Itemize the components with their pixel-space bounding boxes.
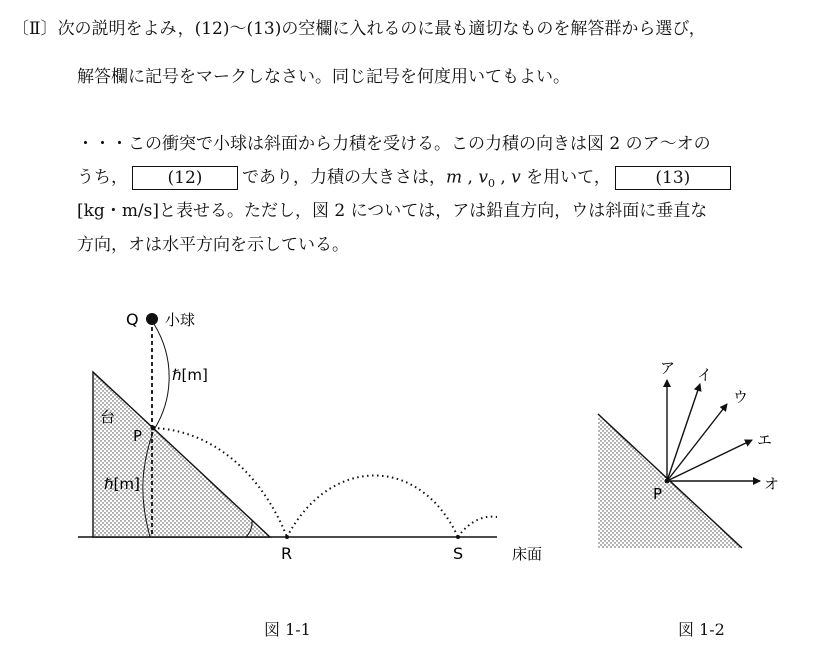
label-s: S [453,544,464,563]
label-point-p-2: P [653,485,663,503]
label-floor: 床面 [512,545,543,563]
body-text-1: ・・・この衝突で小球は斜面から力積を受ける。この力積の向きは図 2 のア〜オの [77,134,711,154]
point-p-marker-2 [665,479,670,484]
label-a: ア [660,359,676,377]
comma-1: , [462,167,479,188]
body-text-2-prefix: うち， [77,167,128,188]
label-ball: 小球 [165,311,196,329]
answer-blank-13: (13) [615,166,731,190]
label-i: イ [697,366,713,384]
label-height-top: ℏ[m] [172,366,208,384]
label-point-p: P [133,427,143,445]
body-text-2-suffix: を用いて， [520,167,611,188]
math-m: m [446,167,463,188]
label-r: R [281,544,293,563]
instruction-text-1: 次の説明をよみ，(12)〜(13)の空欄に入れるのに最も適切なものを解答群から選び， [57,19,706,39]
comma-2: , [494,167,512,188]
math-v: v [511,167,521,188]
label-stand: 台 [100,408,116,426]
section-label: 〔Ⅱ〕 [12,19,58,39]
label-o: オ [764,475,780,493]
arrow-i [667,384,700,481]
figure-1-2-caption: 図 1-2 [678,620,725,639]
math-v0: v [478,167,488,188]
arrow-e [667,440,752,481]
math-v0-subscript: 0 [487,176,495,190]
label-e: エ [757,431,773,449]
label-q: Q [126,310,139,329]
label-height-mid: ℏ[m] [104,475,140,493]
label-u: ウ [733,388,749,406]
answer-blank-12: (12) [132,166,238,190]
arrow-u [667,404,727,481]
body-text-3: [kg・m/s]と表せる。ただし，図 2 については，アは鉛直方向，ウは斜面に垂直な [77,201,708,221]
instruction-text-2: 解答欄に記号をマークしなさい。同じ記号を何度用いてもよい。 [77,67,570,87]
body-text-4: 方向，オは水平方向を示している。 [77,235,349,255]
figure-1-1-caption: 図 1-1 [264,620,311,639]
body-text-2-mid: であり，力積の大きさは， [242,167,446,188]
